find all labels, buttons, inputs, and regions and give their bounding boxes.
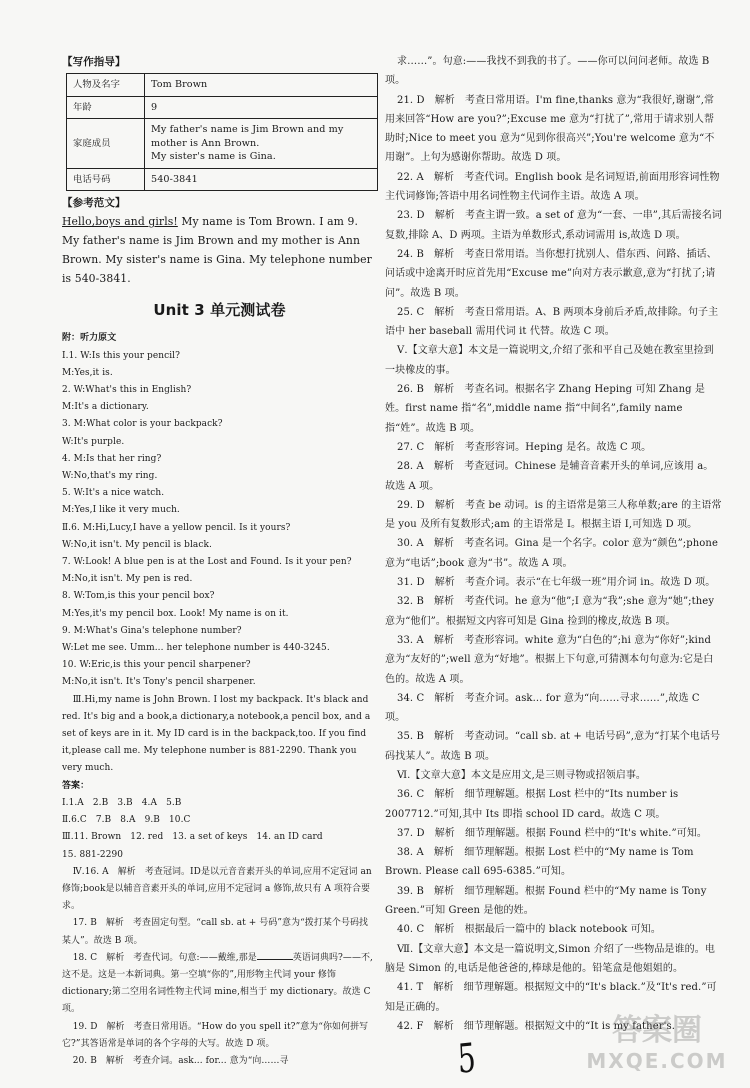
listening-script	[62, 348, 377, 692]
explanation-paragraph: 22. A 解析 考查代词。English book 是名词短语,前面用形容词性物主代词修饰;答语中用名词性物主代词作主语。故选 A 项。	[385, 171, 720, 203]
listening-line: Ⅰ.1. W:Is this your pencil?	[62, 350, 181, 361]
listening-line: 10. W:Eric,is this your pencil sharpener?	[62, 660, 251, 671]
table-row	[67, 119, 378, 169]
explanation-paragraph: 30. A 解析 考查名词。Gina 是一个名字。color 意为“颜色”;phone 意为“电话”;book 意为“书”。故选 A 项。	[385, 538, 718, 569]
left-column	[62, 54, 377, 1070]
explanation-paragraph: 38. A 解析 细节理解题。根据 Lost 栏中的“My name is Tom Brown. Please call 695-6385.”可知。	[385, 847, 694, 878]
explanation-20: 20. B 解析 考查介词。ask... for... 意为“向……寻	[72, 1055, 289, 1066]
listening-line: 2. W:What's this in English?	[62, 385, 192, 396]
answer-line: Ⅲ.11. Brown 12. red 13. a set of keys 14. an ID card	[62, 832, 323, 843]
essay-body: My name is Tom Brown. I am 9. My father's name is Jim Brown and my mother is Ann Brown. My sister's name is Gina. My telephone number is 540-3841.	[62, 215, 372, 286]
listening-line: W:No,it isn't. My pencil is black.	[62, 539, 212, 550]
explanation-19: 19. D 解析 考查日常用语。“How do you spell it?”意为“你如何拼写它?”其答语常是单词的各个字母的大写。故选 D 项。	[62, 1021, 369, 1049]
listening-line: 4. M:Is that her ring?	[62, 453, 162, 464]
answer-line: Ⅱ.6.C 7.B 8.A 9.B 10.C	[62, 815, 191, 826]
family-line-2: My sister's name is Gina.	[151, 151, 276, 163]
listening-line: 9. M:What's Gina's telephone number?	[62, 625, 242, 636]
watermark-line-2: MXQE.COM	[586, 1049, 728, 1073]
watermark-line-1: 答案圈	[612, 1013, 702, 1048]
listening-heading: 附：听力原文	[62, 333, 117, 344]
explanation-paragraph: 36. C 解析 细节理解题。根据 Lost 栏中的“Its number is 2007712.”可知,其中 Its 即指 school ID card。故选 C 项。	[385, 789, 679, 820]
explanation-paragraph: 39. B 解析 细节理解题。根据 Found 栏中的“My name is Tony Green.”可知 Green 是他的姓。	[385, 885, 707, 917]
listening-line: W:It's purple.	[62, 436, 125, 447]
explanation-paragraph: 29. D 解析 考查 be 动词。is 的主语常是第三人称单数;are 的主语常是 you 及所有复数形式;am 的主语常是 I。根据主语 I,可知选 D 项。	[385, 499, 722, 531]
table-key: 家庭成员	[67, 119, 145, 169]
explanation-paragraph: 37. D 解析 细节理解题。根据 Found 栏中的“It's white.”可知。	[397, 827, 708, 839]
explanation-paragraph: 33. A 解析 考查形容词。white 意为“白色的”;hi 意为“你好”;kind 意为“友好的”;well 意为“好地”。根据上下句意,可猜测本句句意为:它是白色的。故选 A 项。	[385, 634, 714, 685]
table-key: 人物及名字	[67, 74, 145, 97]
table-value: Tom Brown	[145, 74, 378, 97]
explanation-paragraph: 31. D 解析 考查介词。表示“在七年级一班”用介词 in。故选 D 项。	[397, 577, 716, 589]
explanation-paragraph: 24. B 解析 考查日常用语。当你想打扰别人、借东西、问路、插话、问话或中途离开时应首先用“Excuse me”向对方表示歉意,意为“打扰了;请问”。故选 B 项。	[385, 248, 717, 299]
explanation-paragraph: 34. C 解析 考查介词。ask... for 意为“向……寻求……”,故选 C 项。	[385, 692, 700, 724]
explanation-paragraph: 26. B 解析 考查名词。根据名字 Zhang Heping 可知 Zhang 是姓。first name 指“名”,middle name 指“中间名”,family name 指“姓”。故选 B 项。	[385, 384, 705, 434]
explanation-17: 17. B 解析 考查固定句型。“call sb. at + 号码”意为“拨打某个号码找某人”。故选 B 项。	[62, 918, 369, 946]
listening-line: M:It's a dictionary.	[62, 402, 149, 413]
model-essay	[62, 212, 377, 288]
page-number: 5	[456, 1035, 477, 1083]
info-table	[66, 73, 378, 191]
watermark-logo	[572, 1013, 742, 1082]
explanation-paragraph: 28. A 解析 考查冠词。Chinese 是辅音音素开头的单词,应该用 a。故选 A 项。	[385, 461, 714, 492]
listening-line: M:No,it isn't. My pen is red.	[62, 574, 193, 585]
listening-line: M:Yes,it is.	[62, 367, 113, 378]
passage-three: Ⅲ.Hi,my name is John Brown. I lost my backpack. It's black and red. It's big and a book,a dictionary,a notebook,a pencil box, and a set of keys are in it. My ID card is in the backpack,too. If you find it,please call me. My telephone number is 881-2290. Thank you very much.	[62, 694, 371, 774]
listening-line: Ⅱ.6. M:Hi,Lucy,I have a yellow pencil. Is it yours?	[62, 522, 291, 533]
table-value: 9	[145, 96, 378, 119]
family-line-1: My father's name is Jim Brown and my mother is Ann Brown.	[151, 124, 344, 149]
explanation-paragraph: 求……”。句意:——我找不到我的书了。——你可以问问老师。故选 B 项。	[385, 56, 710, 87]
explanation-18-rest: 英语词典吗?——不,这不是。这是一本新词典。第一空填“你的”,用形物主代词 your 修饰 dictionary;第二空用名词性物主代词 mine,相当于 my dictionary。故选 C 项。	[62, 952, 373, 1015]
explanation-16: Ⅳ.16. A 解析 考查冠词。ID是以元音音素开头的单词,应用不定冠词 an 修饰;book是以辅音音素开头的单词,应用不定冠词 a 修饰,故只有 A 项符合要求。	[62, 866, 372, 912]
explanation-paragraph: Ⅶ.【文章大意】本文是一篇说明文,Simon 介绍了一些物品是谁的。电脑是 Simon 的,电话是他爸爸的,棒球是他的。铅笔盒是他姐姐的。	[385, 943, 715, 974]
table-key: 年龄	[67, 96, 145, 119]
right-column	[385, 52, 722, 1036]
explanation-paragraph: 42. F 解析 细节理解题。根据短文中的“It is my father's.	[397, 1020, 675, 1032]
table-row	[67, 96, 378, 119]
answer-blank	[257, 950, 293, 960]
table-row	[67, 74, 378, 97]
essay-greeting: Hello,boys and girls!	[62, 215, 178, 229]
table-key: 电话号码	[67, 168, 145, 191]
listening-line: 3. M:What color is your backpack?	[62, 419, 223, 430]
listening-line: 7. W:Look! A blue pen is at the Lost and Found. Is it your pen?	[62, 557, 352, 568]
explanation-paragraph: 27. C 解析 考查形容词。Heping 是名。故选 C 项。	[397, 441, 652, 453]
table-row	[67, 168, 378, 191]
table-value	[145, 119, 378, 169]
writing-guide-heading: 【写作指导】	[62, 56, 126, 68]
listening-line: M:No,it isn't. It's Tony's pencil sharpener.	[62, 677, 256, 688]
listening-line: 5. W:It's a nice watch.	[62, 488, 165, 499]
explanation-18	[62, 950, 377, 1019]
explanation-paragraph: 25. C 解析 考查日常用语。A、B 两项本身前后矛盾,故排除。句子主语中 her baseball 需用代词 it 代替。故选 C 项。	[385, 306, 719, 338]
answer-line: Ⅰ.1.A 2.B 3.B 4.A 5.B	[62, 797, 182, 808]
model-essay-heading: 【参考范文】	[62, 197, 126, 210]
answer-line: 15. 881-2290	[62, 849, 124, 860]
listening-line: 8. W:Tom,is this your pencil box?	[62, 591, 215, 602]
listening-line: W:No,that's my ring.	[62, 471, 158, 482]
explanation-paragraph: 41. T 解析 细节理解题。根据短文中的“It's black.”及“It's red.”可知是正确的。	[385, 982, 717, 1013]
explanation-18-start: 18. C 解析 考查代词。句意:——戴维,那是	[72, 952, 257, 963]
explanation-paragraph: 35. B 解析 考查动词。“call sb. at + 电话号码”,意为“打某个电话号码找某人”。故选 B 项。	[385, 731, 721, 762]
answers-heading: 答案：	[62, 780, 90, 791]
table-value: 540-3841	[145, 168, 378, 191]
listening-line: W:Let me see. Umm... her telephone number is 440-3245.	[62, 643, 330, 654]
explanation-paragraph: 21. D 解析 考查日常用语。I'm fine,thanks 意为“我很好,谢谢”,常用来回答“How are you?”;Excuse me 意为“打扰了”,常用于请求别人帮助时;Nice to meet you 意为“见到你很高兴”;You're welcome 意为“不用谢”。上句为感谢你帮助。故选 D 项。	[385, 94, 715, 164]
explanation-paragraph: 32. B 解析 考查代词。he 意为“他”;I 意为“我”;she 意为“她”;they 意为“他们”。根据短文内容可知是 Gina 捡到的橡皮,故选 B 项。	[385, 596, 715, 627]
listening-line: M:Yes,I like it very much.	[62, 505, 180, 516]
explanation-paragraph: 23. D 解析 考查主谓一致。a set of 意为“一套、一串”,其后需接名词复数,排除 A、D 两项。主语为单数形式,系动词需用 is,故选 D 项。	[385, 210, 722, 241]
explanation-paragraph: Ⅵ.【文章大意】本文是应用文,是三则寻物或招领启事。	[397, 769, 647, 781]
unit-title: Unit 3 单元测试卷	[153, 301, 286, 320]
explanation-paragraph: Ⅴ.【文章大意】本文是一篇说明文,介绍了张和平自己及她在教室里捡到一块橡皮的事。	[385, 345, 714, 376]
explanation-paragraph: 40. C 解析 根据最后一篇中的 black notebook 可知。	[397, 924, 661, 936]
listening-line: M:Yes,it's my pencil box. Look! My name is on it.	[62, 608, 289, 619]
